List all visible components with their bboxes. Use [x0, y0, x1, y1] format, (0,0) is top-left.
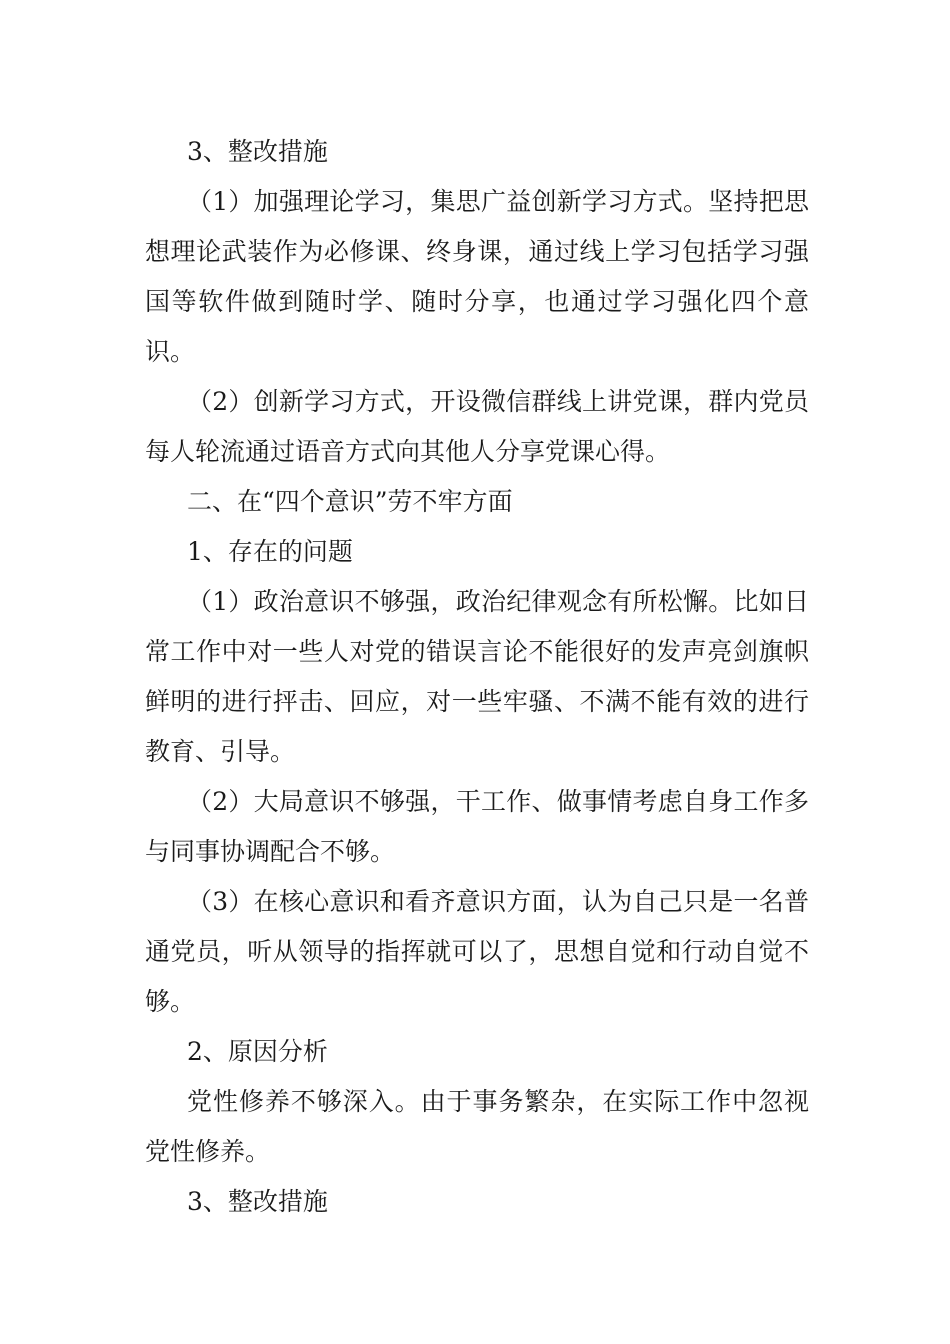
paragraph-cause: 党性修养不够深入。由于事务繁杂，在实际工作中忽视党性修养。	[145, 1087, 809, 1166]
section-heading-four-consciousness: 二、在“四个意识”劳不牢方面	[187, 487, 513, 516]
section-heading-rectification-measures: 3、整改措施	[187, 137, 328, 166]
paragraph-problem-1: （1）政治意识不够强，政治纪律观念有所松懈。比如日常工作中对一些人对党的错误言论不能很好的发声亮剑旗帜鲜明的进行抨击、回应，对一些牢骚、不满不能有效的进行教育、引导。	[145, 587, 809, 766]
section-heading-rectification-measures-2: 3、整改措施	[187, 1187, 328, 1216]
paragraph-measure-2: （2）创新学习方式，开设微信群线上讲党课，群内党员每人轮流通过语音方式向其他人分享党课心得。	[145, 387, 809, 466]
document-body	[145, 127, 809, 1227]
paragraph-problem-2: （2）大局意识不够强，干工作、做事情考虑自身工作多与同事协调配合不够。	[145, 787, 809, 866]
paragraph-measure-1: （1）加强理论学习，集思广益创新学习方式。坚持把思想理论武装作为必修课、终身课，通过线上学习包括学习强国等软件做到随时学、随时分享，也通过学习强化四个意识。	[145, 187, 809, 366]
section-heading-existing-problems: 1、存在的问题	[187, 537, 353, 566]
paragraph-problem-3: （3）在核心意识和看齐意识方面，认为自己只是一名普通党员，听从领导的指挥就可以了，思想自觉和行动自觉不够。	[145, 887, 809, 1016]
section-heading-cause-analysis: 2、原因分析	[187, 1037, 328, 1066]
